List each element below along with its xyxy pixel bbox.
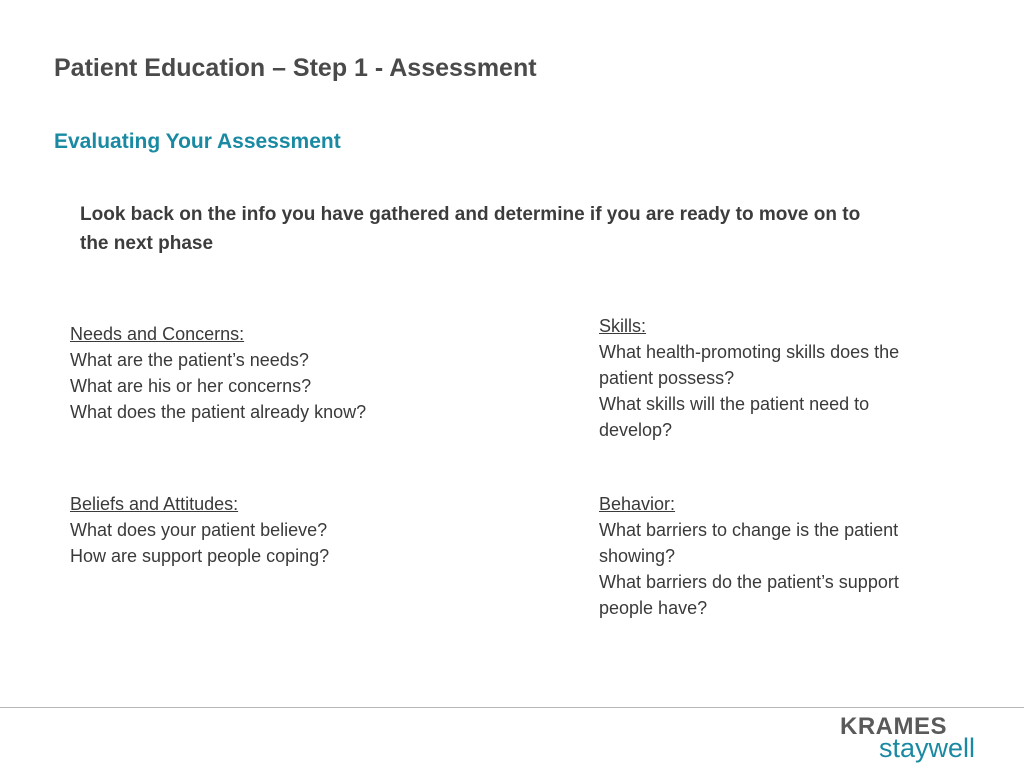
section-line: How are support people coping? bbox=[70, 546, 330, 566]
section-line: What barriers to change is the patient showing? bbox=[599, 520, 899, 566]
slide-subtitle: Evaluating Your Assessment bbox=[54, 130, 341, 153]
section-line: What skills will the patient need to develop? bbox=[599, 394, 870, 440]
section-heading: Beliefs and Attitudes: bbox=[70, 494, 239, 514]
footer-divider bbox=[0, 707, 1024, 708]
section-line: What barriers do the patient’s support people have? bbox=[599, 572, 899, 618]
intro-text: Look back on the info you have gathered and determine if you are ready to move on to the next phase bbox=[80, 204, 861, 254]
section-heading: Skills: bbox=[599, 316, 647, 336]
logo-staywell-text: staywell bbox=[879, 733, 976, 763]
krames-staywell-logo bbox=[840, 713, 980, 765]
beliefs-and-attitudes-section bbox=[70, 491, 490, 569]
section-line: What are the patient’s needs? bbox=[70, 350, 309, 370]
section-heading: Behavior: bbox=[599, 494, 676, 514]
section-line: What does your patient believe? bbox=[70, 520, 328, 540]
logo-krames-text: KRAMES bbox=[840, 713, 948, 740]
section-line: What health-promoting skills does the patient possess? bbox=[599, 342, 900, 388]
behavior-section bbox=[599, 491, 939, 621]
slide-title: Patient Education – Step 1 - Assessment bbox=[54, 54, 537, 82]
skills-section bbox=[599, 313, 939, 443]
section-heading: Needs and Concerns: bbox=[70, 324, 245, 344]
section-line: What are his or her concerns? bbox=[70, 376, 312, 396]
needs-and-concerns-section bbox=[70, 321, 490, 425]
section-line: What does the patient already know? bbox=[70, 402, 367, 422]
